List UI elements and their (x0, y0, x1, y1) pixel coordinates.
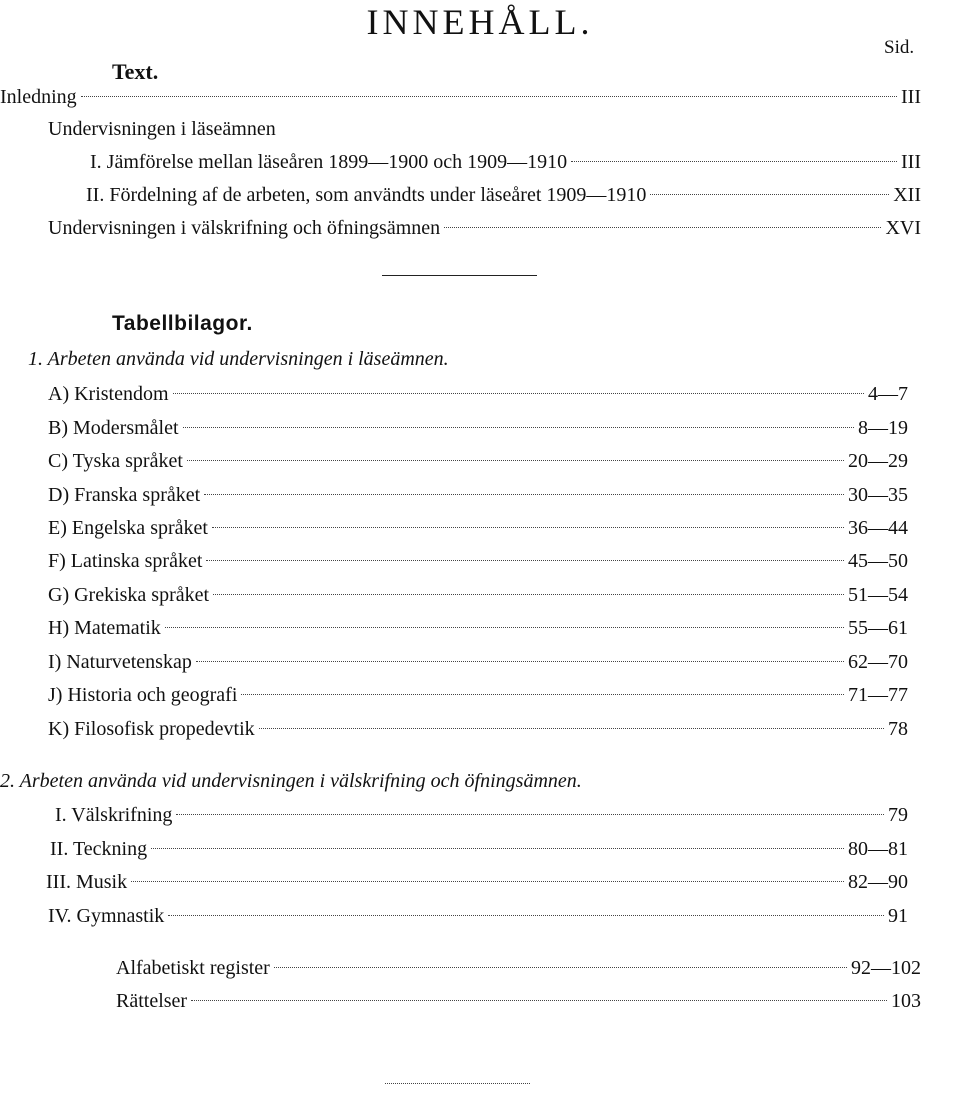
toc-label: F) Latinska språket (48, 550, 203, 572)
toc-page: 20—29 (848, 450, 908, 472)
toc-row (48, 903, 908, 929)
toc-page: 80—81 (848, 838, 908, 860)
toc-page: 55—61 (848, 617, 908, 639)
toc-row (48, 548, 908, 574)
page-title: INNEHÅLL. (366, 2, 594, 42)
toc-page: 51—54 (848, 584, 908, 606)
toc-row (48, 448, 908, 474)
toc-label: B) Modersmålet (48, 417, 179, 439)
toc-row (116, 988, 921, 1014)
toc-row (48, 215, 921, 241)
toc-page: XII (893, 184, 921, 206)
leader-dots (165, 627, 844, 628)
toc-row (48, 381, 908, 407)
toc-label: Undervisningen i läseämnen (48, 118, 276, 140)
toc-label: IV. Gymnastik (48, 905, 165, 927)
toc-page: 30—35 (848, 484, 908, 506)
toc-row (50, 836, 908, 862)
toc-row (48, 615, 908, 641)
leader-dots (444, 227, 881, 228)
leader-dots (173, 393, 864, 394)
toc-page: III (901, 86, 921, 108)
leader-dots (196, 661, 844, 662)
toc-page: 4—7 (868, 383, 908, 405)
bottom-rule (385, 1083, 530, 1084)
leader-dots (151, 848, 844, 849)
toc-page: 8—19 (858, 417, 908, 439)
toc-page: 71—77 (848, 684, 908, 706)
leader-dots (259, 728, 884, 729)
toc-label: G) Grekiska språket (48, 584, 210, 606)
toc-label: Alfabetiskt register (116, 957, 270, 979)
toc-row (0, 84, 921, 110)
toc-label: K) Filosofisk propedevtik (48, 718, 255, 740)
leader-dots (241, 694, 844, 695)
leader-dots (131, 881, 844, 882)
toc-label: I) Naturvetenskap (48, 651, 192, 673)
toc-label: I. Välskrifning (55, 804, 173, 826)
toc-row (48, 682, 908, 708)
leader-dots (571, 161, 897, 162)
toc-page: III (901, 151, 921, 173)
leader-dots (81, 96, 897, 97)
text-section-heading: Text. (112, 59, 159, 84)
leader-dots (206, 560, 844, 561)
leader-dots (187, 460, 844, 461)
toc-row (46, 869, 908, 895)
toc-row (48, 482, 908, 508)
toc-label: E) Engelska språket (48, 517, 208, 539)
toc-row (48, 649, 908, 675)
toc-row (55, 802, 908, 828)
toc-row (86, 182, 921, 208)
leader-dots (204, 494, 844, 495)
toc-label: A) Kristendom (48, 383, 169, 405)
page-column-label: Sid. (884, 37, 915, 58)
toc-label: Rättelser (116, 990, 188, 1012)
toc-page: 82—90 (848, 871, 908, 893)
toc-page: 78 (888, 718, 908, 740)
toc-page: 79 (888, 804, 908, 826)
toc-label: J) Historia och geografi (48, 684, 238, 706)
leader-dots (213, 594, 844, 595)
leader-dots (168, 915, 884, 916)
leader-dots (191, 1000, 887, 1001)
tabell-section-heading: Tabellbilagor. (112, 312, 253, 335)
toc-page: 36—44 (848, 517, 908, 539)
toc-label: Undervisningen i välskrifning och öfningsämnen (48, 217, 441, 239)
toc-page: XVI (885, 217, 921, 239)
toc-label: I. Jämförelse mellan läseåren 1899—1900 och 1909—1910 (90, 151, 568, 173)
toc-label: C) Tyska språket (48, 450, 183, 472)
leader-dots (650, 194, 889, 195)
leader-dots (176, 814, 884, 815)
group2-heading: 2. Arbeten använda vid undervisningen i välskrifning och öfningsämnen. (0, 770, 582, 792)
toc-row (48, 515, 908, 541)
leader-dots (212, 527, 844, 528)
toc-page: 92—102 (851, 957, 921, 979)
toc-label: II. Teckning (50, 838, 148, 860)
section-divider (382, 275, 537, 276)
toc-label: Inledning (0, 86, 77, 108)
leader-dots (274, 967, 847, 968)
toc-label: H) Matematik (48, 617, 161, 639)
leader-dots (183, 427, 854, 428)
toc-label: D) Franska språket (48, 484, 201, 506)
toc-label: III. Musik (46, 871, 128, 893)
toc-row (90, 149, 921, 175)
group1-heading: 1. Arbeten använda vid undervisningen i läseämnen. (28, 348, 449, 370)
toc-row (48, 582, 908, 608)
toc-page: 91 (888, 905, 908, 927)
toc-page: 103 (891, 990, 921, 1012)
toc-row (116, 955, 921, 981)
toc-row (48, 716, 908, 742)
toc-label: II. Fördelning af de arbeten, som användts under läseåret 1909—1910 (86, 184, 647, 206)
toc-page: 45—50 (848, 550, 908, 572)
toc-page: 62—70 (848, 651, 908, 673)
toc-row (48, 415, 908, 441)
toc-row (48, 116, 921, 142)
